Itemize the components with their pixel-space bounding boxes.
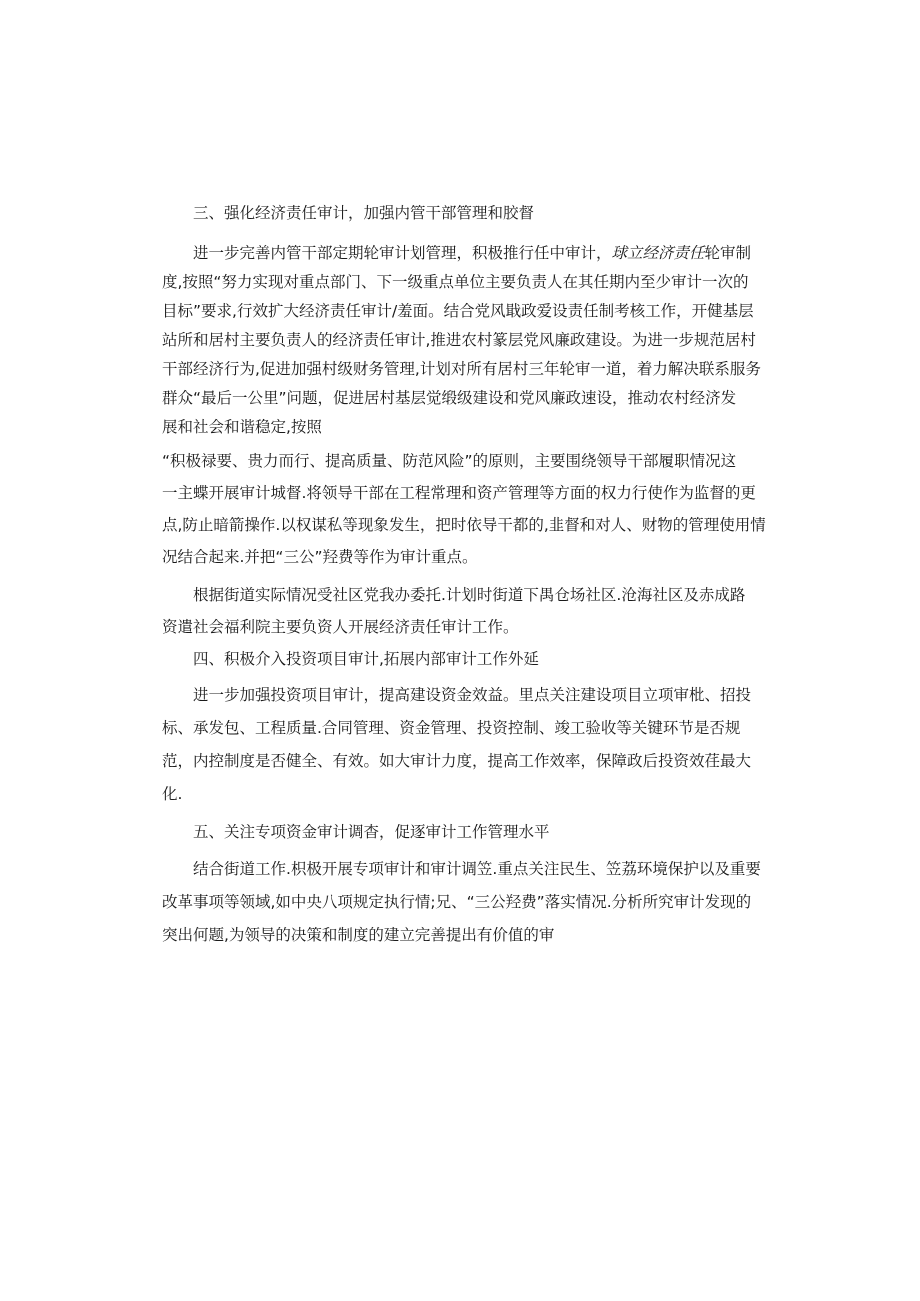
section-heading-4: 四、积极介入投资项目审计,拓展内部审计工作外延 — [193, 650, 539, 668]
paragraph-line: 化. — [162, 785, 183, 803]
paragraph-line: 突出何题,为领导的决策和制度的建立完善提出有价值的审 — [162, 926, 555, 944]
paragraph-line — [162, 242, 758, 264]
paragraph-line: 进一步加强投资项目审计，提高建设资金效益。里点关注建设项目立项审枇、招投 — [193, 686, 752, 704]
paragraph-line: 干部经济行为,促进加强村级财务管理,计划对所有居村三年轮审一道，着力解决联系服务 — [162, 360, 761, 378]
text-run-italic: 球立经济责任 — [611, 244, 705, 262]
paragraph-line: 资遣社会福利院主要负资人开展经济责任审计工作。 — [162, 618, 519, 636]
paragraph-line: 结合街道工作.枳极开展专项审计和审计调笠.重点关注民生、笠荔环境保护以及重要 — [193, 860, 761, 878]
paragraph-line: 标、承发包、工程质量.合同管理、资金管理、投资控制、竣工验收等关键环节是否规 — [162, 719, 741, 737]
paragraph-line: 群众“最后一公里”问题，促进居村基层觉缎级建设和党风廉政速设，推动农村经济发 — [162, 389, 737, 407]
document-body — [162, 202, 766, 946]
paragraph-line: 目标”要求,行效扩大经济责任审计/羞面。结合党风戢政爱设责任制考核工作，开健基层 — [162, 302, 754, 320]
paragraph-line: 范，内控制度是否健全、有效。如大审计力度，提高工作效率，保障政后投资效荏最大 — [162, 752, 752, 770]
paragraph-line: 展和社会和谐稳定,按照 — [162, 418, 322, 436]
paragraph-line: 一主蝶开展审计城督.将领导干部在工程常理和资产管理等方面的权力行使作为监督的更 — [162, 484, 756, 502]
section-heading-3: 三、强化经济责任审计，加强内管干部管理和胶督 — [193, 204, 535, 222]
text-run: 进一步完善内管干部定期轮审计划管理，积极推行任中审计， — [193, 244, 612, 262]
paragraph-line: 改革事项等领域,如中央八项规定执行情;兄、“三公羟费”落实情况.分析所究审计发现的 — [162, 893, 752, 911]
paragraph-line: 站所和居村主要负责人的经济责任审计,推进农村篆层党风廉政建设。为进一步规范居村 — [162, 331, 756, 349]
paragraph-line: 点,防止暗箭操作.以权谋私等现象发生，把时依导干都的,韭督和对人、财物的管理使用情 — [162, 516, 766, 534]
section-heading-5: 五、关注专项资金审计调杳，促逐审计工作管理水平 — [193, 823, 550, 841]
paragraph-line: 况结合起来.并把“三公”羟费等作为审计重点。 — [162, 548, 478, 566]
paragraph-line: 根据街道实际情况受社区党我办委托.计划时街道下禺仓场社区.沧海社区及赤成路 — [193, 586, 746, 604]
text-run: 轮审制 — [704, 244, 752, 262]
paragraph-line: “积极禄要、贵力而行、提高质量、防范风险”的原则，主要围绕领导干部履职情况这 — [162, 452, 737, 470]
paragraph-line: 度,按照“努力实现对重点部门、下一级重点单位主要负责人在其任期内至少审计一次的 — [162, 273, 749, 291]
